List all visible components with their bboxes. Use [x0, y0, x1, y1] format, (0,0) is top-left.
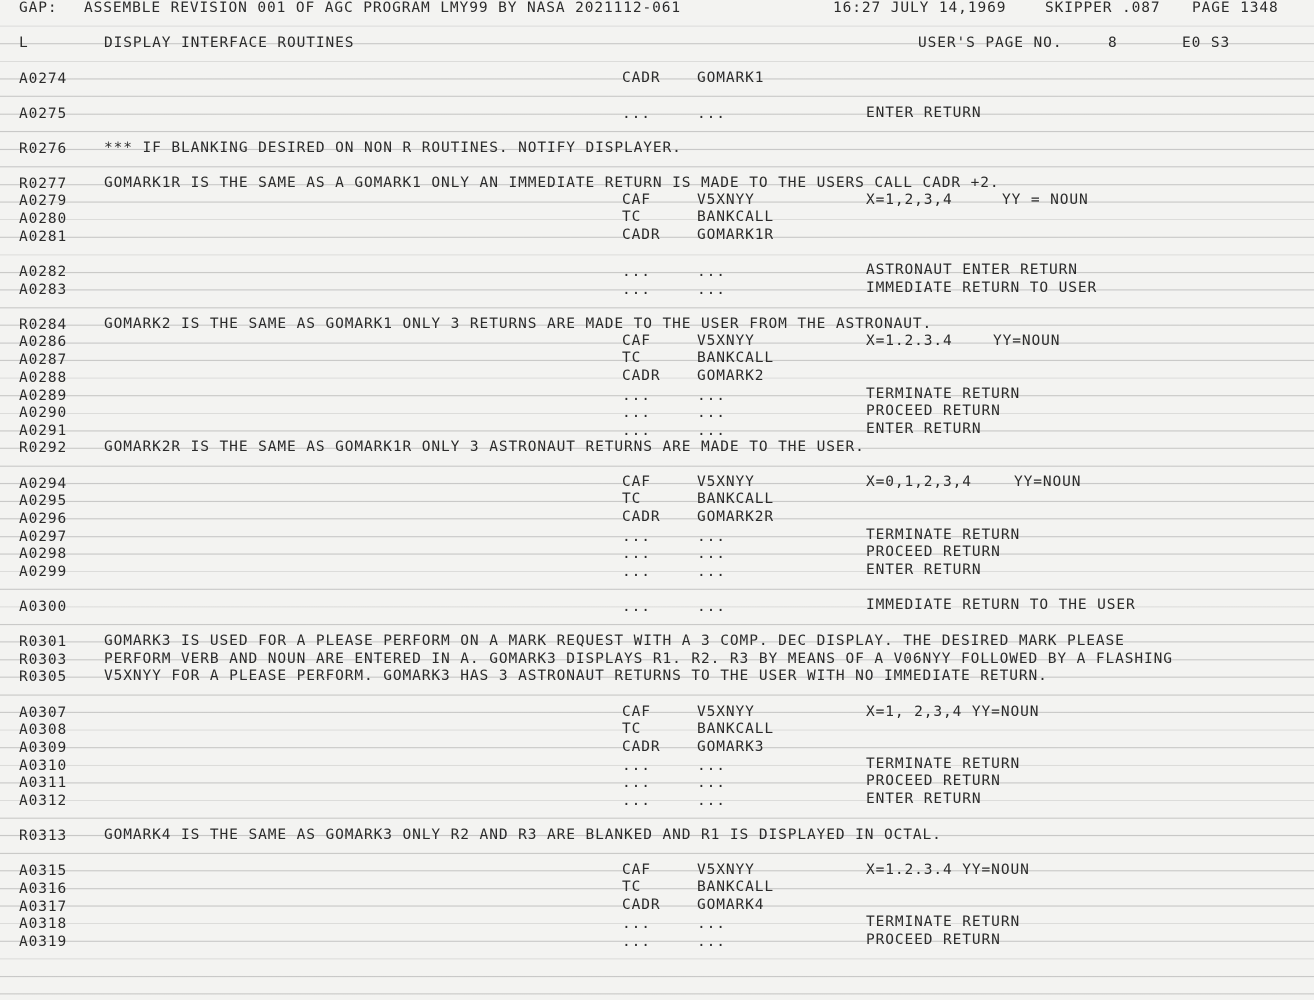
operand: GOMARK1 — [697, 70, 765, 86]
operand: GOMARK4 — [697, 897, 765, 913]
line-number: A0299 — [19, 564, 68, 580]
opcode: TC — [622, 491, 642, 507]
remark: TERMINATE RETURN — [866, 756, 1021, 772]
line-number: A0300 — [19, 599, 68, 615]
line-number: A0310 — [19, 758, 68, 774]
opcode: CADR — [622, 509, 661, 525]
line-number: A0297 — [19, 529, 68, 545]
remark: X=1.2.3.4 — [866, 333, 953, 349]
operand: BANKCALL — [697, 350, 775, 366]
remark: ASTRONAUT ENTER RETURN — [866, 262, 1078, 278]
line-number: A0315 — [19, 863, 68, 879]
remark: IMMEDIATE RETURN TO THE USER — [866, 597, 1136, 613]
opcode: ... — [622, 564, 651, 580]
operand: ... — [697, 546, 726, 562]
line-number: A0279 — [19, 193, 68, 209]
users-page-number: 8 — [1108, 35, 1118, 51]
line-number: A0312 — [19, 793, 68, 809]
line-number: A0283 — [19, 282, 68, 298]
section-title: DISPLAY INTERFACE ROUTINES — [104, 35, 355, 51]
line-number: A0307 — [19, 705, 68, 721]
line-number: A0309 — [19, 740, 68, 756]
line-number: R0301 — [19, 634, 68, 650]
comment-text: GOMARK1R IS THE SAME AS A GOMARK1 ONLY AN IMMEDIATE RETURN IS MADE TO THE USERS CALL CADR +2. — [104, 175, 1000, 191]
line-number: A0275 — [19, 106, 68, 122]
line-number: A0311 — [19, 775, 68, 791]
remark: TERMINATE RETURN — [866, 527, 1021, 543]
opcode: CAF — [622, 704, 651, 720]
comment-text: *** IF BLANKING DESIRED ON NON R ROUTINES. NOTIFY DISPLAYER. — [104, 140, 682, 156]
remark: ENTER RETURN — [866, 105, 982, 121]
assembly-title: ASSEMBLE REVISION 001 OF AGC PROGRAM LMY99 BY NASA 2021112-061 — [84, 0, 682, 16]
line-number: R0303 — [19, 652, 68, 668]
opcode: ... — [622, 405, 651, 421]
line-number: A0274 — [19, 71, 68, 87]
users-page-label: USER'S PAGE NO. — [918, 35, 1063, 51]
operand: ... — [697, 599, 726, 615]
opcode: ... — [622, 546, 651, 562]
line-number: A0286 — [19, 334, 68, 350]
remark: ENTER RETURN — [866, 791, 982, 807]
remark-secondary: YY = NOUN — [1002, 192, 1089, 208]
opcode: CAF — [622, 192, 651, 208]
skipper-label: SKIPPER .087 — [1045, 0, 1161, 16]
remark: TERMINATE RETURN — [866, 386, 1021, 402]
operand: GOMARK2R — [697, 509, 775, 525]
line-number: R0277 — [19, 176, 68, 192]
line-number: A0308 — [19, 722, 68, 738]
line-number: A0282 — [19, 264, 68, 280]
line-number: R0276 — [19, 141, 68, 157]
remark: PROCEED RETURN — [866, 403, 1001, 419]
operand: ... — [697, 106, 726, 122]
line-number: A0291 — [19, 423, 68, 439]
operand: GOMARK3 — [697, 739, 765, 755]
opcode: TC — [622, 209, 642, 225]
opcode: ... — [622, 758, 651, 774]
opcode: ... — [622, 916, 651, 932]
opcode: TC — [622, 721, 642, 737]
line-number: A0319 — [19, 934, 68, 950]
operand: BANKCALL — [697, 721, 775, 737]
opcode: ... — [622, 775, 651, 791]
opcode: ... — [622, 282, 651, 298]
line-number: A0280 — [19, 211, 68, 227]
remark-secondary: YY=NOUN — [1014, 474, 1082, 490]
section-ref: E0 S3 — [1182, 35, 1231, 51]
operand: ... — [697, 793, 726, 809]
line-number: R0292 — [19, 440, 68, 456]
operand: ... — [697, 564, 726, 580]
operand: GOMARK2 — [697, 368, 765, 384]
operand: ... — [697, 775, 726, 791]
operand: ... — [697, 423, 726, 439]
operand: V5XNYY — [697, 704, 755, 720]
comment-text: GOMARK3 IS USED FOR A PLEASE PERFORM ON A MARK REQUEST WITH A 3 COMP. DEC DISPLAY. THE DESIRED MARK PLEASE — [104, 633, 1125, 649]
operand: ... — [697, 264, 726, 280]
opcode: ... — [622, 793, 651, 809]
operand: ... — [697, 916, 726, 932]
line-number: R0313 — [19, 828, 68, 844]
section-code: L — [19, 35, 29, 51]
opcode: CAF — [622, 333, 651, 349]
line-number: A0316 — [19, 881, 68, 897]
line-number: A0295 — [19, 493, 68, 509]
operand: V5XNYY — [697, 192, 755, 208]
operand: ... — [697, 934, 726, 950]
comment-text: PERFORM VERB AND NOUN ARE ENTERED IN A. GOMARK3 DISPLAYS R1. R2. R3 BY MEANS OF A V06NYY FOLLOWED BY A FLASHING — [104, 651, 1173, 667]
comment-text: V5XNYY FOR A PLEASE PERFORM. GOMARK3 HAS 3 ASTRONAUT RETURNS TO THE USER WITH NO IMMEDIATE RETURN. — [104, 668, 1048, 684]
line-number: A0289 — [19, 388, 68, 404]
remark: PROCEED RETURN — [866, 544, 1001, 560]
remark: IMMEDIATE RETURN TO USER — [866, 280, 1098, 296]
operand: ... — [697, 282, 726, 298]
opcode: CADR — [622, 897, 661, 913]
line-number: R0305 — [19, 669, 68, 685]
line-number: A0287 — [19, 352, 68, 368]
opcode: TC — [622, 350, 642, 366]
remark: ENTER RETURN — [866, 421, 982, 437]
opcode: CADR — [622, 70, 661, 86]
operand: V5XNYY — [697, 474, 755, 490]
operand: ... — [697, 388, 726, 404]
operand: BANKCALL — [697, 491, 775, 507]
line-number: A0290 — [19, 405, 68, 421]
opcode: CADR — [622, 227, 661, 243]
line-number: A0296 — [19, 511, 68, 527]
opcode: ... — [622, 599, 651, 615]
operand: V5XNYY — [697, 862, 755, 878]
line-number: A0281 — [19, 229, 68, 245]
opcode: ... — [622, 388, 651, 404]
opcode: CAF — [622, 862, 651, 878]
line-number: A0298 — [19, 546, 68, 562]
operand: BANKCALL — [697, 209, 775, 225]
comment-text: GOMARK2R IS THE SAME AS GOMARK1R ONLY 3 ASTRONAUT RETURNS ARE MADE TO THE USER. — [104, 439, 865, 455]
line-number: A0288 — [19, 370, 68, 386]
comment-text: GOMARK4 IS THE SAME AS GOMARK3 ONLY R2 AND R3 ARE BLANKED AND R1 IS DISPLAYED IN OCTAL. — [104, 827, 942, 843]
opcode: CAF — [622, 474, 651, 490]
remark: X=0,1,2,3,4 — [866, 474, 972, 490]
remark: X=1.2.3.4 YY=NOUN — [866, 862, 1030, 878]
opcode: ... — [622, 106, 651, 122]
operand: ... — [697, 529, 726, 545]
assembly-time: 16:27 JULY 14,1969 — [833, 0, 1007, 16]
line-number: R0284 — [19, 317, 68, 333]
opcode: TC — [622, 879, 642, 895]
opcode: ... — [622, 529, 651, 545]
remark: PROCEED RETURN — [866, 773, 1001, 789]
remark-secondary: YY=NOUN — [993, 333, 1061, 349]
opcode: CADR — [622, 739, 661, 755]
line-number: A0294 — [19, 476, 68, 492]
operand: ... — [697, 405, 726, 421]
remark: PROCEED RETURN — [866, 932, 1001, 948]
opcode: ... — [622, 423, 651, 439]
remark: TERMINATE RETURN — [866, 914, 1021, 930]
remark: ENTER RETURN — [866, 562, 982, 578]
line-number: A0317 — [19, 899, 68, 915]
opcode: CADR — [622, 368, 661, 384]
comment-text: GOMARK2 IS THE SAME AS GOMARK1 ONLY 3 RETURNS ARE MADE TO THE USER FROM THE ASTRONAUT. — [104, 316, 933, 332]
operand: ... — [697, 758, 726, 774]
opcode: ... — [622, 264, 651, 280]
line-number: A0318 — [19, 916, 68, 932]
operand: GOMARK1R — [697, 227, 775, 243]
opcode: ... — [622, 934, 651, 950]
operand: V5XNYY — [697, 333, 755, 349]
page-number: PAGE 1348 — [1192, 0, 1279, 16]
remark: X=1,2,3,4 — [866, 192, 953, 208]
gap-label: GAP: — [19, 0, 58, 16]
operand: BANKCALL — [697, 879, 775, 895]
remark: X=1, 2,3,4 YY=NOUN — [866, 704, 1040, 720]
